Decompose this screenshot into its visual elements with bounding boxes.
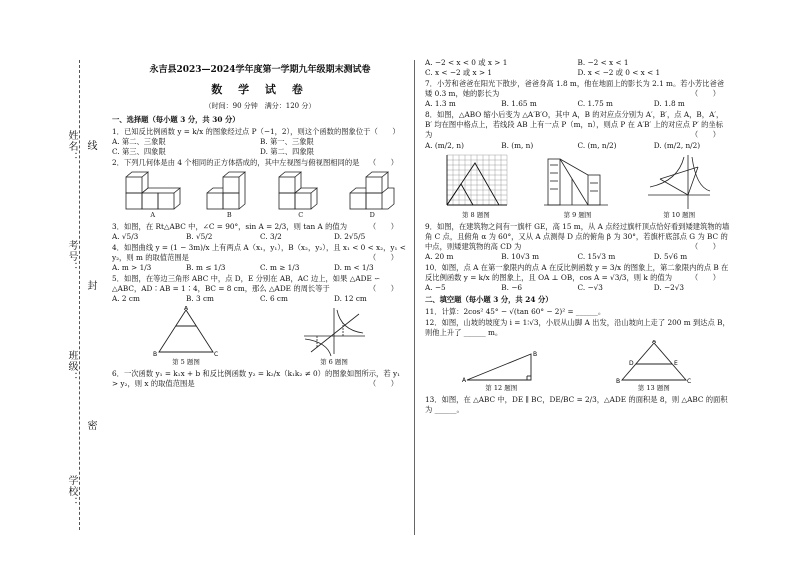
q6-option-b: B. −2 < x < 1 (577, 58, 629, 67)
q10-option-c: C. −√3 (577, 282, 603, 292)
section-2-heading: 二、填空题（每小题 3 分，共 24 分） (425, 294, 553, 304)
svg-text:A: A (651, 340, 656, 346)
q8-option-c: C. (m, n/2) (577, 140, 617, 150)
q8-option-a: A. (m/2, n) (425, 140, 464, 150)
left-column (112, 58, 408, 390)
q8-option-d: D. (m/2, n/2) (653, 140, 701, 150)
q9-option-d: D. 5√6 m (653, 251, 688, 261)
cube-stack-a-drawing (124, 171, 182, 211)
q2-figure-b: B (205, 171, 253, 220)
question-5: 5．如图，在等边三角形 ABC 中，点 D，E 分别在 AB，AC 边上，如果 △ADE ∽ △ABC，AD∶AB = 1∶4，BC = 8 cm，那么 △ADE 的周长等于 （ ） A. 2 cm B. 3 cm C. 6 cm D. 12 cm (112, 274, 408, 304)
q10-option-b: B. −6 (501, 282, 523, 292)
svg-text:C: C (214, 351, 219, 359)
q5-option-b: B. 3 cm (186, 293, 214, 303)
q9-option-c: C. 15√3 m (577, 251, 616, 261)
q9-option-a: A. 20 m (425, 251, 454, 261)
q6-option-c: C. x < −2 或 x > 1 (425, 68, 493, 78)
q5-option-a: A. 2 cm (112, 293, 140, 303)
binding-class-label: 班级： (66, 350, 77, 383)
q3-option-a: A. √5/3 (112, 231, 139, 241)
svg-text:A: A (462, 377, 467, 385)
question-8: 8．如图，△ABO 缩小后变为 △A′B′O，其中 A，B 的对应点分别为 A′，B′，点 A，B，A′，B′ 均在图中格点上，若线段 AB 上有一点 P（m，n），则点 P 在 A′B′ 上的对应点 P′ 的坐标为 （ ） A. (m/2, n) B. (m, n) C. (m, n/2) D. (m/2, n/2) (425, 110, 730, 150)
q4-option-d: D. m < 1/3 (334, 262, 374, 272)
q5-option-c: C. 6 cm (260, 293, 288, 303)
q6-options (425, 58, 730, 78)
q8-q10-figures (425, 153, 730, 220)
binding-school-label: 学校： (66, 475, 77, 508)
q10-option-d: D. −2√3 (653, 282, 685, 292)
exam-meta: （时间：90 分钟 满分：120 分） (204, 101, 316, 110)
figure-12: A B 第 12 题图 (461, 348, 541, 393)
q1-option-b: B. 第一、三象限 (260, 137, 314, 147)
q7-option-b: B. 1.65 m (501, 99, 537, 109)
binding-margin (0, 0, 100, 561)
q4-option-a: A. m > 1/3 (112, 262, 152, 272)
binding-id-label: 考号： (66, 240, 77, 273)
svg-text:B: B (615, 378, 620, 385)
cube-stack-d-drawing (348, 171, 396, 211)
svg-text:A: A (184, 306, 189, 313)
figure-8: 第 8 题图 (441, 153, 511, 220)
q1-option-c: C. 第三、四象限 (112, 147, 166, 157)
question-4: 4．如图曲线 y = (1 − 3m)/x 上有两点 A（x₁，y₁），B（x₂，y₂），且 x₁ < 0 < x₂，y₁ < y₂，则 m 的取值范围是 （ ） A. m > 1/3 B. m ≤ 1/3 C. m ≥ 1/3 D. m < 1/3 (112, 243, 408, 273)
question-11: 11．计算：2cos² 45° − √(tan 60° − 2)² = ______。 (425, 307, 606, 317)
q12-q13-figures (425, 340, 730, 393)
cube-stack-b-drawing (205, 171, 253, 211)
buildings-figure-drawing (542, 153, 612, 211)
q2-figure-d: D (348, 171, 396, 220)
binding-feng-label: 封 (85, 280, 96, 291)
q5-q6-figures (112, 306, 408, 367)
right-column (425, 58, 730, 416)
slope-figure-drawing (461, 348, 541, 384)
q4-option-c: C. m ≥ 1/3 (260, 262, 300, 272)
svg-text:E: E (673, 360, 678, 368)
figure-9: 第 9 题图 (542, 153, 612, 220)
q5-option-d: D. 12 cm (334, 293, 367, 303)
question-1: 1．已知反比例函数 y = k/x 的图象经过点 P（−1，2），则这个函数的图象位于（ ） A. 第二、三象限 B. 第一、三象限 C. 第三、四象限 D. 第二、四象限 (112, 127, 408, 157)
inverse-function-figure-drawing (644, 153, 714, 211)
binding-xian-label: 线 (85, 140, 96, 151)
column-divider (414, 60, 415, 535)
binding-mi-label: 密 (85, 420, 96, 431)
q8-option-b: B. (m, n) (501, 140, 534, 150)
q2-figures (112, 171, 408, 220)
q10-option-a: A. −5 (425, 282, 446, 292)
function-graph-drawing (299, 306, 369, 358)
question-2: 2．下列几何体是由 4 个相同的正方体搭成的，其中左视图与俯视图相同的是 （ ） A B C D (112, 158, 408, 219)
svg-text:B: B (153, 351, 158, 359)
svg-text:B: B (533, 351, 538, 359)
q3-option-b: B. √5/2 (186, 231, 213, 241)
triangle-figure-drawing (151, 306, 221, 358)
figure-5: A B C 第 5 题图 (151, 306, 221, 367)
figure-10: 第 10 题图 (644, 153, 714, 220)
figure-6: 第 6 题图 (299, 306, 369, 367)
cube-stack-c-drawing (277, 171, 325, 211)
q1-option-a: A. 第二、三象限 (112, 137, 166, 147)
q6-option-d: D. x < −2 或 0 < x < 1 (577, 68, 661, 78)
q2-figure-c: C (277, 171, 325, 220)
question-7: 7．小芳和爸爸在阳光下散步，爸爸身高 1.8 m，他在地面上的影长为 2.1 m。若小芳比爸爸矮 0.3 m，她的影长为 （ ） A. 1.3 m B. 1.65 m C. 1.75 m D. 1.8 m (425, 79, 730, 109)
question-3: 3．如图，在 Rt△ABC 中，∠C = 90°，sin A = 2/3，则 tan A 的值为 （ ） A. √5/3 B. √5/2 C. 3/2 D. 2√5/5 (112, 222, 408, 242)
q3-option-d: D. 2√5/5 (334, 231, 366, 241)
q7-option-c: C. 1.75 m (577, 99, 613, 109)
grid-figure-drawing (441, 153, 511, 211)
q3-option-c: C. 3/2 (260, 231, 282, 241)
binding-name-label: 姓名： (66, 130, 77, 163)
question-9: 9．如图，在建筑物之间有一旗杆 GE，高 15 m，从 A 点经过旗杆顶点恰好看到矮建筑物的墙角 C 点，且俯角 α 为 60°，又从 A 点测得 D 点的俯角 β 为 30°，若旗杆底部点 G 为 BC 的中点，则矮建筑物的高 CD 为 （ ） A. 20 m B. 10√3 m C. 15√3 m D. 5√6 m (425, 221, 730, 261)
q1-option-d: D. 第二、四象限 (260, 147, 315, 157)
question-12: 12．如图，山坡的坡度为 i = 1∶√3，小辰从山脚 A 出发，沿山坡向上走了 200 m 到达点 B，则他上升了 ______ m。 (425, 318, 730, 338)
svg-text:D: D (628, 360, 634, 368)
q4-option-b: B. m ≤ 1/3 (186, 262, 226, 272)
q2-figure-a: A (124, 171, 182, 220)
similar-triangle-figure-drawing (614, 340, 694, 384)
figure-13: A B C D E 第 13 题图 (614, 340, 694, 393)
exam-subject: 数 学 试 卷 (211, 83, 309, 97)
binding-dashed-line (79, 60, 80, 530)
svg-text:C: C (686, 378, 691, 385)
question-10: 10．如图，点 A 在第一象限内的点 A 在反比例函数 y = 3/x 的图象上，第二象限内的点 B 在反比例函数 y = k/x 的图象上，且 OA ⊥ OB，cos A = √3/3，则 k 的值为 （ ） A. −5 B. −6 C. −√3 D. −2√3 (425, 262, 729, 292)
q7-option-d: D. 1.8 m (653, 99, 685, 109)
q6-option-a: A. −2 < x < 0 或 x > 1 (425, 58, 508, 67)
question-13: 13．如图，在 △ABC 中，DE ∥ BC，DE/BC = 2/3，△ADE 的面积是 8，则 △ABC 的面积为 ______。 (425, 395, 728, 415)
q9-option-b: B. 10√3 m (501, 251, 540, 261)
exam-title: 永吉县2023—2024学年度第一学期九年级期末测试卷 (149, 65, 371, 75)
q7-option-a: A. 1.3 m (425, 99, 456, 109)
section-1-heading: 一、选择题（每小题 3 分，共 30 分） (112, 115, 240, 125)
question-6: 6．一次函数 y₁ = k₁x + b 和反比例函数 y₂ = k₂/x（k₁k₂ ≠ 0）的图象如图所示，若 y₁ > y₂，则 x 的取值范围是 （ ） (112, 368, 400, 389)
